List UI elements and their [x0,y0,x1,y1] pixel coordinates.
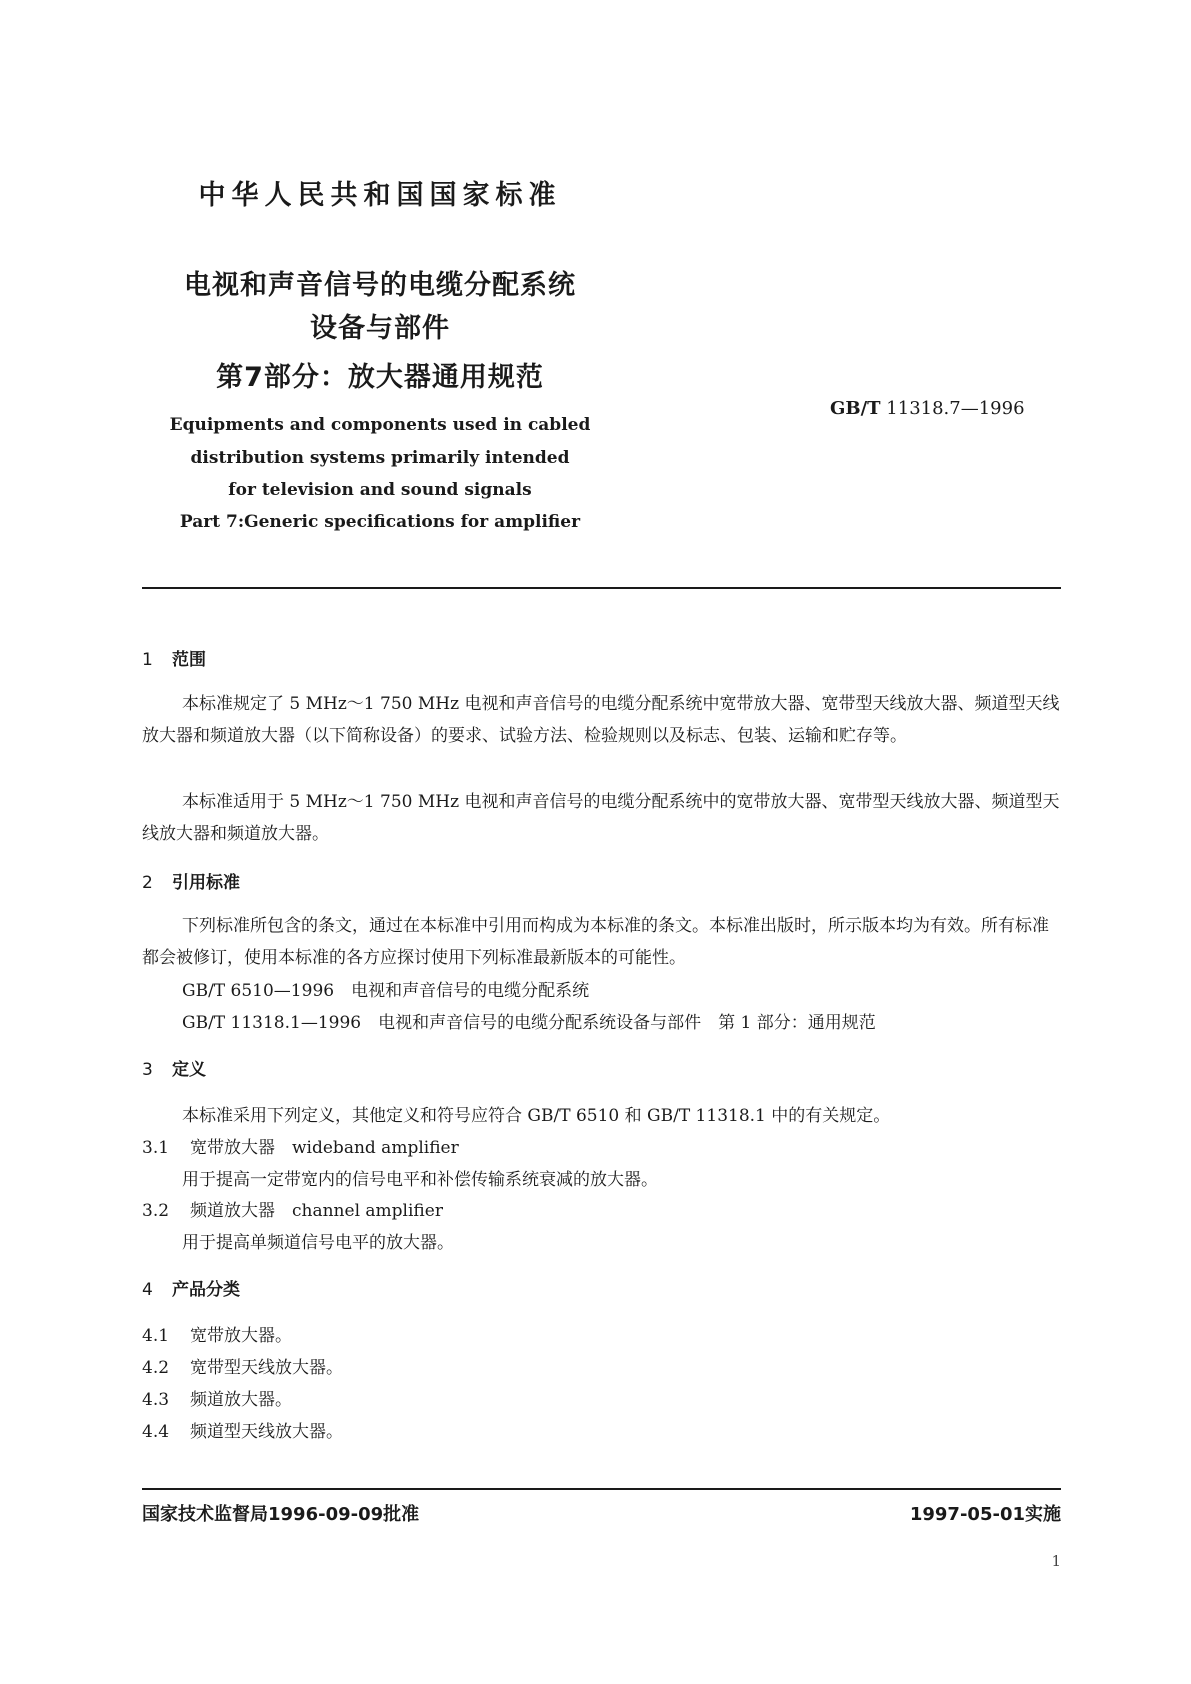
title-en-line-1: Equipments and components used in cabled [169,415,591,435]
title-en-line-2: distribution systems primarily intended [190,448,570,468]
section-3-number: 3 [142,1060,153,1080]
section-1-paragraph-1: 本标准规定了 5 MHz～1 750 MHz 电视和声音信号的电缆分配系统中宽带放大器、宽带型天线放大器、频道型天线放大器和频道放大器（以下简称设备）的要求、试验方法、检验规则以及标志、包装、运输和贮存等。 [142,694,1060,746]
section-1-title: 范围 [172,650,206,670]
definition-3-1-text: 用于提高一定带宽内的信号电平和补偿传输系统衰减的放大器。 [182,1170,658,1190]
section-4-number: 4 [142,1280,153,1300]
section-1-paragraph-2: 本标准适用于 5 MHz～1 750 MHz 电视和声音信号的电缆分配系统中的宽带放大器、宽带型天线放大器、频道型天线放大器和频道放大器。 [142,792,1060,844]
standard-prefix: GB/T [830,398,881,419]
page-number: 1 [1051,1552,1061,1570]
section-1-heading [142,645,206,670]
title-en-line-3: for television and sound signals [228,480,532,500]
classification-item: 4.3 频道放大器。 [142,1390,292,1410]
approval-date: 国家技术监督局1996-09-09批准 [142,1504,420,1525]
footer-divider [142,1488,1061,1490]
title-cn-line-1: 电视和声音信号的电缆分配系统 [184,270,576,301]
title-cn-line-2: 设备与部件 [310,313,450,344]
definition-3-2: 3.2 频道放大器 channel amplifier [142,1201,443,1221]
section-2-number: 2 [142,873,153,893]
standard-code [830,398,1025,419]
section-1-number: 1 [142,650,153,670]
header-divider [142,587,1061,589]
section-3-title: 定义 [172,1060,206,1080]
section-2-heading [142,868,240,893]
national-standard-heading: 中华人民共和国国家标准 [198,180,562,211]
title-en-line-4: Part 7:Generic specifications for amplifier [179,512,581,532]
section-2-title: 引用标准 [172,873,240,893]
section-2-paragraph-1: 下列标准所包含的条文，通过在本标准中引用而构成为本标准的条文。本标准出版时，所示版本均为有效。所有标准都会被修订，使用本标准的各方应探讨使用下列标准最新版本的可能性。 [142,916,1049,968]
reference-1: GB/T 6510—1996 电视和声音信号的电缆分配系统 [182,981,590,1001]
section-4-title: 产品分类 [172,1280,240,1300]
reference-2: GB/T 11318.1—1996 电视和声音信号的电缆分配系统设备与部件 第 1 部分：通用规范 [182,1013,876,1033]
classification-item: 4.2 宽带型天线放大器。 [142,1358,343,1378]
implementation-date: 1997-05-01实施 [909,1504,1061,1525]
definition-3-1: 3.1 宽带放大器 wideband amplifier [142,1138,459,1158]
title-cn-line-3: 第7部分：放大器通用规范 [216,362,544,393]
section-3-heading [142,1055,206,1080]
standard-number: 11318.7—1996 [886,398,1025,419]
section-4-heading [142,1275,240,1300]
section-3-paragraph-1: 本标准采用下列定义，其他定义和符号应符合 GB/T 6510 和 GB/T 11318.1 中的有关规定。 [182,1106,891,1126]
definition-3-2-text: 用于提高单频道信号电平的放大器。 [182,1233,454,1253]
classification-item: 4.4 频道型天线放大器。 [142,1422,343,1442]
classification-item: 4.1 宽带放大器。 [142,1326,292,1346]
